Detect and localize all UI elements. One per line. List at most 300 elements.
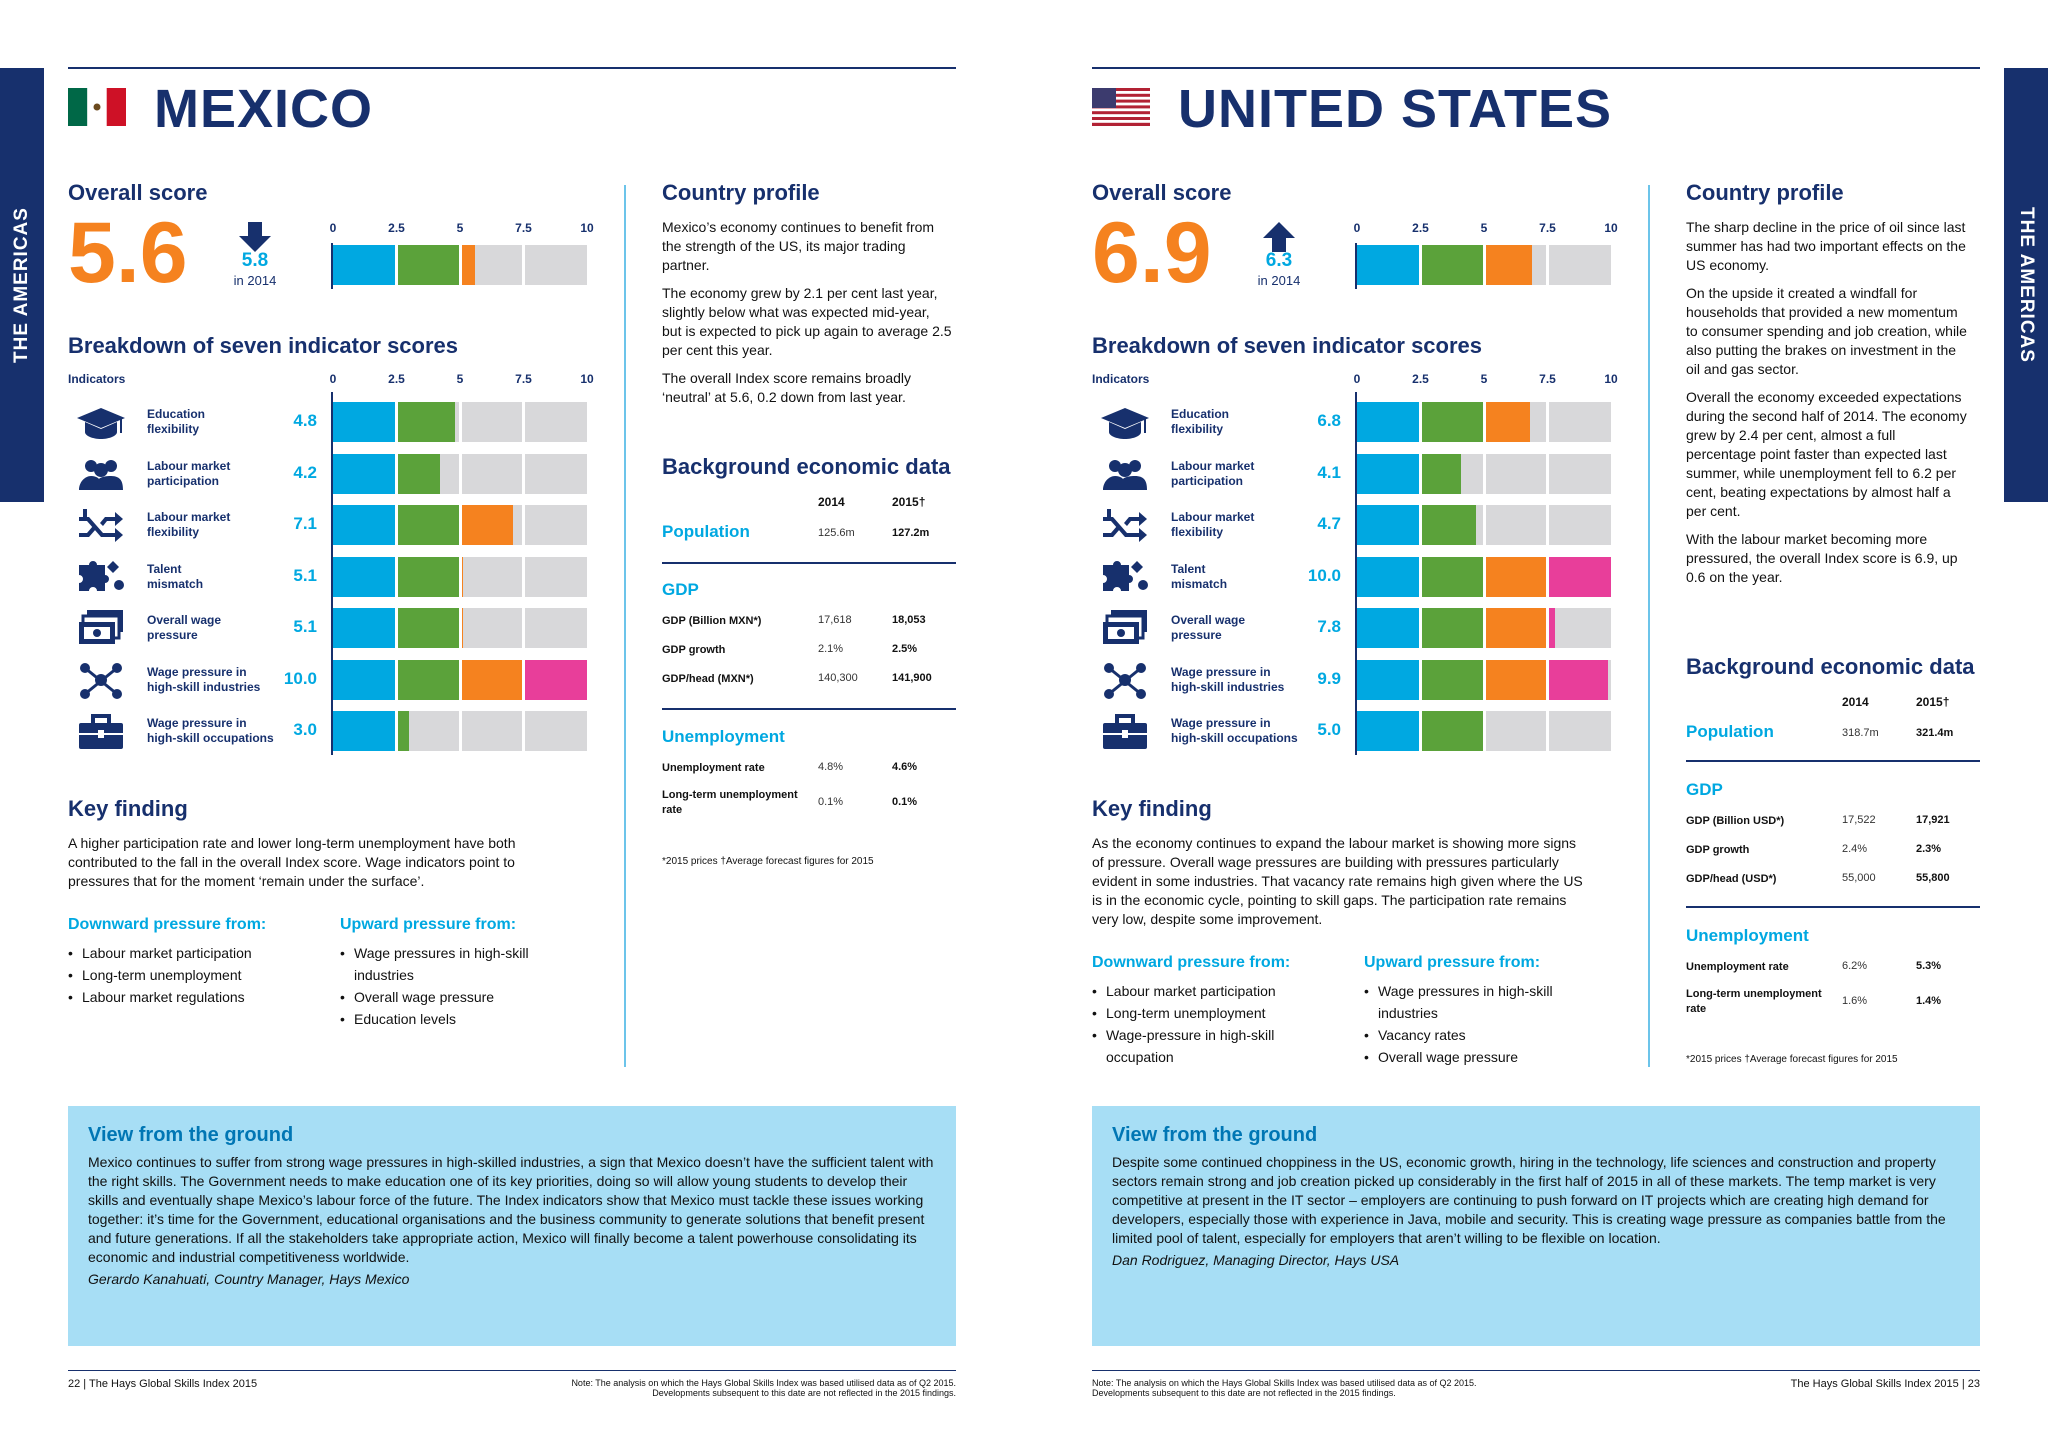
data-row-2015: 2.5% — [892, 643, 918, 655]
population-2014: 125.6m — [818, 527, 855, 539]
indicator-label-line: flexibility — [1171, 525, 1224, 539]
gridline — [1546, 505, 1549, 545]
top-rule — [1092, 67, 1980, 69]
list-item: • Labour market participation — [68, 942, 308, 964]
axis-tick-label: 7.5 — [1539, 372, 1556, 386]
data-row-2015: 17,921 — [1916, 814, 1950, 826]
axis-tick-label: 7.5 — [1539, 221, 1556, 235]
gridline — [1419, 711, 1422, 751]
country-profile-heading: Country profile — [662, 180, 820, 205]
axis-tick-label: 10 — [1604, 221, 1618, 235]
network-icon — [1099, 660, 1151, 700]
gridline — [1419, 505, 1422, 545]
overall-bar-segment — [397, 245, 461, 285]
axis-tick-label: 5 — [1480, 372, 1488, 386]
gridline — [459, 454, 462, 494]
table-notes: *2015 prices †Average forecast figures for 2015 — [662, 856, 874, 867]
gridline — [1483, 402, 1486, 442]
indicator-bar-segment — [1421, 402, 1485, 442]
axis-tick-label: 2.5 — [1412, 221, 1429, 235]
indicator-bar-segment — [333, 711, 397, 751]
indicator-label — [147, 459, 297, 489]
upward-list — [1364, 980, 1584, 1068]
overall-bar-segment — [1421, 245, 1485, 285]
gridline — [459, 505, 462, 545]
axis-tick-label: 10 — [580, 372, 594, 386]
indicator-label — [1171, 562, 1321, 592]
gridline — [395, 711, 398, 751]
indicator-label-line: Talent — [147, 561, 182, 576]
previous-score: 6.3 — [1265, 250, 1293, 271]
indicator-bar-segment — [333, 608, 397, 648]
footer-rule — [68, 1370, 956, 1371]
indicator-label-line: Wage pressure in — [147, 664, 247, 679]
population-2015: 127.2m — [892, 527, 930, 539]
overall-bar-segment — [333, 245, 397, 285]
data-row-label: Unemployment rate — [662, 762, 765, 774]
gridline — [1419, 454, 1422, 494]
downward-heading: Downward pressure from: — [1092, 954, 1291, 971]
indicator-bar-segment — [333, 505, 397, 545]
axis-tick-label: 0 — [1353, 221, 1361, 235]
footer-rule — [1092, 1370, 1980, 1371]
gridline — [459, 557, 462, 597]
background-data-heading: Background economic data — [662, 454, 951, 479]
view-from-ground-box — [1092, 1106, 1980, 1346]
indicator-value: 10.0 — [1307, 565, 1341, 585]
indicator-value: 4.1 — [1317, 462, 1341, 482]
page-title: MEXICO — [154, 79, 374, 139]
side-tab-left — [0, 68, 44, 502]
indicator-value: 10.0 — [283, 668, 317, 688]
data-row-2014: 17,522 — [1842, 814, 1876, 826]
column-divider — [624, 185, 626, 1067]
indicator-label-line: participation — [147, 473, 220, 488]
indicator-bar-segment — [1357, 402, 1421, 442]
gdp-label: GDP — [662, 580, 699, 599]
axis-tick-label: 2.5 — [1412, 372, 1429, 386]
overall-bar-segment — [1484, 245, 1532, 285]
top-rule — [68, 67, 956, 69]
axis-tick-label: 5 — [1480, 221, 1488, 235]
gridline — [395, 505, 398, 545]
data-row-2015: 55,800 — [1916, 872, 1950, 884]
data-row-label: GDP/head (USD*) — [1686, 873, 1777, 885]
money-stack-icon — [75, 608, 127, 648]
down-arrow-icon — [238, 222, 272, 252]
gdp-label: GDP — [1686, 780, 1723, 799]
indicator-label-line: pressure — [147, 628, 198, 642]
indicator-label-line: flexibility — [147, 525, 200, 539]
indicator-bar-segment — [333, 660, 397, 700]
indicator-bar-segment — [333, 402, 397, 442]
country-profile-text — [1686, 218, 1968, 596]
indicator-bar-segment — [460, 505, 513, 545]
list-item: • Vacancy rates — [1364, 1024, 1584, 1046]
mexico-flag-icon — [68, 88, 126, 126]
gridline — [1546, 557, 1549, 597]
indicator-label — [147, 407, 297, 437]
divider — [662, 708, 956, 710]
gridline — [395, 454, 398, 494]
indicator-bar-segment — [1357, 505, 1421, 545]
breakdown-heading: Breakdown of seven indicator scores — [1092, 333, 1483, 358]
population-2014: 318.7m — [1842, 727, 1879, 739]
indicator-label-line: Wage pressure in — [1171, 716, 1271, 730]
gridline — [1546, 711, 1549, 751]
data-row-2014: 0.1% — [818, 796, 844, 808]
view-from-ground-text: Mexico continues to suffer from strong wage pressures in high-skilled industries, a sign that Mexico doesn’t have the sufficient talent with the right skills. The Government needs to make education one of its key priorities, doing so will allow young students to develop their skills and eventually shape Mexico’s labour force of the future. The Index indicators show that Mexico must tackle these issues working together: it’s time for the Government, educational organisations and the business community to generate solutions that benefit present and future generations. If all the stakeholders take appropriate action, Mexico will finally become a talent powerhouse consolidating its economic and industrial competitiveness worldwide. — [88, 1154, 934, 1265]
gridline — [459, 660, 462, 700]
indicator-label-line: flexibility — [1171, 422, 1224, 436]
unemployment-label: Unemployment — [1686, 926, 1809, 945]
indicators-header: Indicators — [68, 372, 126, 386]
indicator-value: 5.1 — [293, 617, 317, 636]
indicator-label — [147, 613, 297, 643]
indicator-label-line: Wage pressure in — [147, 716, 247, 730]
indicator-bar-segment — [1548, 557, 1612, 597]
list-item: • Wage pressures in high-skill industries — [1364, 980, 1584, 1024]
indicator-bar-segment — [1484, 557, 1548, 597]
gridline — [1546, 660, 1549, 700]
gridline — [522, 245, 525, 285]
side-tab-label: THE AMERICAS — [11, 207, 33, 363]
view-from-ground-box — [68, 1106, 956, 1346]
page-footer: The Hays Global Skills Index 2015 | 23 — [1790, 1378, 1980, 1390]
indicator-bar-segment — [1357, 454, 1421, 494]
data-row-label: GDP growth — [1686, 844, 1750, 856]
data-row-label: Long-term unemployment rate — [1686, 988, 1822, 1015]
indicator-label-line: high-skill industries — [147, 679, 261, 694]
gridline — [459, 402, 462, 442]
graduation-cap-icon — [1099, 402, 1151, 442]
data-row-2014: 140,300 — [818, 672, 858, 684]
indicator-bar-segment — [1484, 402, 1530, 442]
indicator-bar-segment — [1421, 608, 1485, 648]
overall-score: 6.9 — [1092, 205, 1212, 301]
gridline — [1483, 505, 1486, 545]
profile-paragraph: With the labour market becoming more pressured, the overall Index score is 6.9, up 0.6 on the year. — [1686, 531, 1958, 585]
key-finding-text: As the economy continues to expand the labour market is showing more signs of pressure. Overall wage pressures are building with pressures particularly evident in some industries. That vacancy rate remains high given where the US is in the economic cycle, pointing to skill gaps. The participation rate remains very low, despite some improvement. — [1092, 835, 1583, 927]
page-title: UNITED STATES — [1178, 79, 1613, 139]
data-row-2015: 4.6% — [892, 761, 918, 773]
indicator-bar-segment — [397, 454, 440, 494]
gridline — [395, 660, 398, 700]
data-row-2015: 5.3% — [1916, 960, 1942, 972]
gridline — [1546, 454, 1549, 494]
axis-tick-label: 2.5 — [388, 221, 405, 235]
upward-list — [340, 942, 560, 1030]
indicator-label — [1171, 613, 1321, 643]
data-row-2015: 141,900 — [892, 672, 932, 684]
indicator-label-line: Education — [147, 407, 206, 421]
indicator-value: 5.1 — [293, 565, 317, 585]
data-row-2014: 2.4% — [1842, 843, 1868, 855]
indicator-bar-segment — [1421, 454, 1462, 494]
overall-score-heading: Overall score — [68, 180, 208, 205]
breakdown-heading: Breakdown of seven indicator scores — [68, 333, 459, 358]
puzzle-icon — [75, 557, 127, 597]
money-stack-icon — [1099, 608, 1151, 648]
gridline — [459, 245, 462, 285]
indicator-bar-segment — [1484, 608, 1548, 648]
view-from-ground-heading: View from the ground — [1112, 1124, 1318, 1146]
data-row-label: GDP/head (MXN*) — [662, 673, 754, 685]
axis-tick-label: 5 — [456, 221, 464, 235]
indicator-label-line: Overall wage — [147, 613, 222, 627]
country-profile-text — [662, 218, 952, 416]
indicator-bar-segment — [397, 660, 461, 700]
indicator-bar-segment — [1357, 557, 1421, 597]
list-item: • Long-term unemployment — [68, 964, 308, 986]
data-row-2015: 2.3% — [1916, 843, 1942, 855]
indicator-bar-segment — [1357, 711, 1421, 751]
indicator-label — [1171, 665, 1321, 695]
gridline — [1546, 402, 1549, 442]
indicator-label — [1171, 510, 1321, 540]
key-finding-text: A higher participation rate and lower long-term unemployment have both contributed to the fall in the overall Index score. Wage indicators point to pressures that for the moment ‘remain under the surface’. — [68, 835, 516, 889]
gridline — [459, 608, 462, 648]
downward-heading: Downward pressure from: — [68, 916, 267, 933]
footnote: Note: The analysis on which the Hays Global Skills Index was based utilised data as of Q2 2015. Developments subsequent to this date are not reflected in the 2015 findings. — [1092, 1378, 1477, 1398]
briefcase-icon — [75, 711, 127, 751]
briefcase-icon — [1099, 711, 1151, 751]
indicator-value: 4.7 — [1317, 514, 1341, 533]
data-row-label: GDP (Billion MXN*) — [662, 615, 762, 627]
indicator-label — [147, 510, 297, 540]
indicator-label-line: mismatch — [147, 576, 204, 591]
indicator-value: 7.1 — [293, 514, 317, 533]
overall-score-heading: Overall score — [1092, 180, 1232, 205]
column-divider — [1648, 185, 1650, 1067]
data-row-2014: 17,618 — [818, 614, 852, 626]
indicator-label-line: Overall wage — [1171, 613, 1246, 627]
profile-paragraph: On the upside it created a windfall for households that provided a new momentum to consumer spending and job creation, while also putting the brakes on investment in the oil and gas sector. — [1686, 285, 1967, 377]
key-finding-heading: Key finding — [68, 796, 188, 821]
gridline — [395, 245, 398, 285]
indicator-bar-segment — [1421, 557, 1485, 597]
indicator-label — [1171, 716, 1321, 746]
axis-tick-label: 7.5 — [515, 372, 532, 386]
indicator-bar-segment — [397, 402, 455, 442]
overall-bar-segment — [460, 245, 475, 285]
indicator-bar-segment — [524, 660, 588, 700]
downward-list — [1092, 980, 1322, 1068]
gridline — [1419, 608, 1422, 648]
list-item: • Overall wage pressure — [340, 986, 560, 1008]
list-item: • Overall wage pressure — [1364, 1046, 1584, 1068]
downward-list — [68, 942, 308, 1008]
gridline — [1419, 660, 1422, 700]
indicator-bar-segment — [397, 608, 461, 648]
gridline — [1546, 245, 1549, 285]
previous-score-label: in 2014 — [1257, 273, 1301, 288]
indicator-label-line: high-skill occupations — [1171, 731, 1298, 745]
up-arrow-icon — [1262, 222, 1296, 252]
indicator-label-line: Labour market — [1171, 458, 1255, 473]
axis-tick-label: 2.5 — [388, 372, 405, 386]
indicator-label-line: Labour market — [147, 458, 231, 473]
overall-score: 5.6 — [68, 205, 188, 301]
indicator-label-line: flexibility — [147, 422, 200, 436]
view-from-ground-author: Dan Rodriguez, Managing Director, Hays USA — [1112, 1252, 1400, 1268]
key-finding-heading: Key finding — [1092, 796, 1212, 821]
col-2014: 2014 — [1842, 695, 1869, 709]
indicator-label — [147, 562, 297, 592]
data-row-2014: 4.8% — [818, 761, 844, 773]
divider — [1686, 760, 1980, 762]
indicator-bar-segment — [1548, 660, 1609, 700]
table-notes: *2015 prices †Average forecast figures for 2015 — [1686, 1054, 1898, 1065]
indicator-bar-segment — [333, 454, 397, 494]
indicator-label-line: high-skill occupations — [147, 731, 274, 745]
gridline — [522, 454, 525, 494]
data-row-2014: 55,000 — [1842, 872, 1876, 884]
profile-paragraph: The sharp decline in the price of oil since last summer has had two important effects on the US economy. — [1686, 219, 1966, 273]
indicator-bar-segment — [1484, 660, 1548, 700]
axis-tick-label: 0 — [1353, 372, 1361, 386]
gridline — [1483, 608, 1486, 648]
gridline — [395, 402, 398, 442]
indicator-bar-segment — [1421, 660, 1485, 700]
indicator-bar-segment — [1421, 505, 1477, 545]
divider — [1686, 906, 1980, 908]
indicator-value: 4.2 — [293, 462, 317, 482]
gridline — [1483, 454, 1486, 494]
arrows-shuffle-icon — [1099, 505, 1151, 545]
gridline — [1483, 660, 1486, 700]
country-profile-heading: Country profile — [1686, 180, 1844, 205]
us-flag-icon — [1092, 88, 1150, 126]
data-row-2015: 0.1% — [892, 796, 918, 808]
gridline — [1483, 557, 1486, 597]
indicator-bar-segment — [333, 557, 397, 597]
profile-paragraph: The overall Index score remains broadly ‘neutral’ at 5.6, 0.2 down from last year. — [662, 370, 912, 405]
list-item: • Labour market participation — [1092, 980, 1322, 1002]
col-2015: 2015† — [1916, 695, 1950, 709]
axis-tick-label: 0 — [329, 372, 337, 386]
gridline — [459, 711, 462, 751]
list-item: • Labour market regulations — [68, 986, 308, 1008]
view-from-ground-author: Gerardo Kanahuati, Country Manager, Hays Mexico — [88, 1271, 410, 1287]
gridline — [1419, 557, 1422, 597]
page-footer: 22 | The Hays Global Skills Index 2015 — [68, 1378, 258, 1390]
indicator-label — [147, 716, 297, 746]
axis-tick-label: 5 — [456, 372, 464, 386]
axis-tick-label: 10 — [580, 221, 594, 235]
side-tab-right — [2004, 68, 2048, 502]
indicator-bar-segment — [397, 505, 461, 545]
indicator-label-line: high-skill industries — [1171, 679, 1285, 694]
axis-tick-label: 7.5 — [515, 221, 532, 235]
graduation-cap-icon — [75, 402, 127, 442]
indicator-bar-segment — [1357, 660, 1421, 700]
data-row-2014: 6.2% — [1842, 960, 1868, 972]
col-2014: 2014 — [818, 495, 845, 509]
indicator-value: 4.8 — [293, 411, 317, 430]
indicator-label-line: Labour market — [147, 510, 231, 524]
side-tab-label: THE AMERICAS — [2016, 207, 2038, 363]
data-row-label: Unemployment rate — [1686, 961, 1789, 973]
indicator-label — [147, 665, 297, 695]
gridline — [522, 557, 525, 597]
list-item: • Long-term unemployment — [1092, 1002, 1322, 1024]
gridline — [522, 505, 525, 545]
indicator-label-line: pressure — [1171, 628, 1222, 642]
list-item: • Wage pressures in high-skill industries — [340, 942, 560, 986]
indicator-label-line: Education — [1171, 407, 1230, 421]
axis-tick-label: 0 — [329, 221, 337, 235]
people-icon — [75, 454, 127, 494]
indicator-bar-segment — [397, 711, 410, 751]
indicator-value: 3.0 — [293, 720, 317, 739]
upward-heading: Upward pressure from: — [1364, 954, 1541, 971]
gridline — [522, 711, 525, 751]
network-icon — [75, 660, 127, 700]
profile-paragraph: Mexico’s economy continues to benefit from the strength of the US, its major trading partner. — [662, 219, 935, 273]
population-2015: 321.4m — [1916, 727, 1954, 739]
indicator-bar-segment — [460, 660, 524, 700]
population-label: Population — [662, 522, 750, 541]
indicator-bar-segment — [1357, 608, 1421, 648]
indicator-label — [1171, 407, 1321, 437]
list-item: • Wage-pressure in high-skill occupation — [1092, 1024, 1322, 1068]
indicator-bar-segment — [1421, 711, 1485, 751]
unemployment-label: Unemployment — [662, 727, 785, 746]
indicator-label-line: Talent — [1171, 561, 1206, 576]
view-from-ground-text: Despite some continued choppiness in the US, economic growth, hiring in the technology, life sciences and construction and property sectors remain strong and job creation picked up considerably in the first half of 2015 in all of these markets. The temp market is very competitive at present in the IT sector – employers are continuing to push forward on IT projects which are creating high demand for developers, especially those with experience in Java, mobile and security. This is creating wage pressure as companies battle from the limited pool of talent, especially for employers that aren’t willing to be flexible on location. — [1112, 1154, 1946, 1246]
gridline — [1419, 402, 1422, 442]
puzzle-icon — [1099, 557, 1151, 597]
indicator-label — [1171, 459, 1321, 489]
background-data-heading: Background economic data — [1686, 654, 1975, 679]
list-item: • Education levels — [340, 1008, 560, 1030]
gridline — [395, 557, 398, 597]
gridline — [1483, 245, 1486, 285]
people-icon — [1099, 454, 1151, 494]
indicator-value: 5.0 — [1317, 720, 1341, 739]
col-2015: 2015† — [892, 495, 926, 509]
gridline — [1419, 245, 1422, 285]
indicator-label-line: Labour market — [1171, 510, 1255, 524]
axis-tick-label: 10 — [1604, 372, 1618, 386]
indicator-label-line: Wage pressure in — [1171, 664, 1271, 679]
data-row-label: GDP growth — [662, 644, 726, 656]
footnote: Note: The analysis on which the Hays Global Skills Index was based utilised data as of Q2 2015. Developments subsequent to this date are not reflected in the 2015 findings. — [571, 1378, 956, 1398]
gridline — [395, 608, 398, 648]
data-row-2015: 18,053 — [892, 614, 926, 626]
upward-heading: Upward pressure from: — [340, 916, 517, 933]
indicator-bar-segment — [397, 557, 461, 597]
gridline — [1483, 711, 1486, 751]
indicator-value: 9.9 — [1317, 668, 1341, 688]
gridline — [1546, 608, 1549, 648]
overall-bar-segment — [1357, 245, 1421, 285]
view-from-ground-heading: View from the ground — [88, 1124, 294, 1146]
data-row-label: GDP (Billion USD*) — [1686, 815, 1785, 827]
data-row-label: Long-term unemployment rate — [662, 789, 798, 816]
data-row-2015: 1.4% — [1916, 995, 1942, 1007]
profile-paragraph: The economy grew by 2.1 per cent last year, slightly below what was expected mid-year, but is expected to pick up again to average 2.5 per cent this year. — [662, 285, 952, 358]
gridline — [522, 402, 525, 442]
data-row-2014: 2.1% — [818, 643, 844, 655]
divider — [662, 562, 956, 564]
indicators-header: Indicators — [1092, 372, 1150, 386]
gridline — [522, 660, 525, 700]
previous-score: 5.8 — [241, 250, 269, 271]
arrows-shuffle-icon — [75, 505, 127, 545]
population-label: Population — [1686, 722, 1774, 741]
